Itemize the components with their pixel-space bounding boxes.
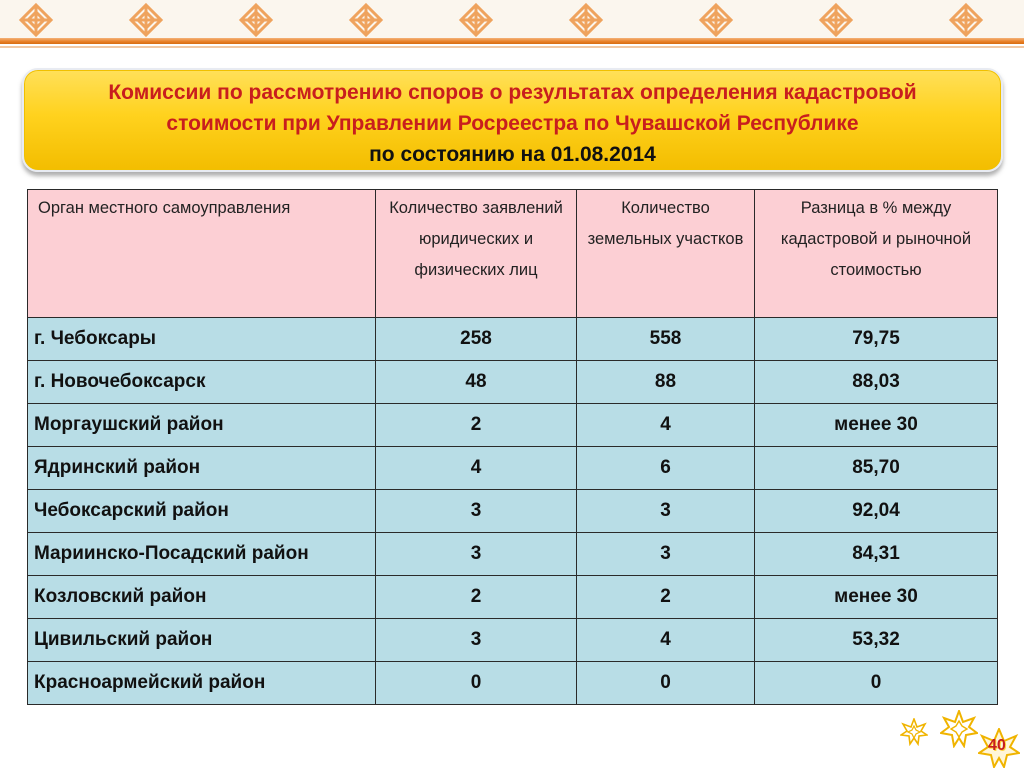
cell-applications: 2 xyxy=(376,404,577,447)
cell-difference: 84,31 xyxy=(755,533,998,576)
cell-municipality: Цивильский район xyxy=(28,619,376,662)
cell-municipality: Моргаушский район xyxy=(28,404,376,447)
cell-difference: 53,32 xyxy=(755,619,998,662)
cell-applications: 258 xyxy=(376,318,577,361)
cell-plots: 4 xyxy=(577,404,755,447)
cell-applications: 48 xyxy=(376,361,577,404)
cell-municipality: Ядринский район xyxy=(28,447,376,490)
chuvash-ornament-icon xyxy=(128,2,164,38)
cell-municipality: г. Чебоксары xyxy=(28,318,376,361)
cell-applications: 2 xyxy=(376,576,577,619)
top-divider xyxy=(0,38,1024,44)
table-row xyxy=(28,490,998,533)
table-row xyxy=(28,533,998,576)
cell-plots: 3 xyxy=(577,490,755,533)
table-row xyxy=(28,404,998,447)
top-divider-thin xyxy=(0,46,1024,48)
header-plots: Количество земельных участков xyxy=(577,190,755,318)
cell-municipality: Козловский район xyxy=(28,576,376,619)
header-applications: Количество заявлений юридических и физических лиц xyxy=(376,190,577,318)
header-municipality: Орган местного самоуправления xyxy=(28,190,376,318)
cell-plots: 2 xyxy=(577,576,755,619)
title-line-2: стоимости при Управлении Росреестра по Чувашской Республике xyxy=(166,112,859,135)
chuvash-ornament-icon xyxy=(348,2,384,38)
chuvash-star-icon xyxy=(940,710,978,748)
header-difference: Разница в % между кадастровой и рыночной стоимостью xyxy=(755,190,998,318)
cell-difference: менее 30 xyxy=(755,404,998,447)
cell-difference: 0 xyxy=(755,662,998,705)
table-row xyxy=(28,576,998,619)
title-line-1: Комиссии по рассмотрению споров о результатах определения кадастровой xyxy=(108,81,917,104)
chuvash-star-icon xyxy=(900,718,928,746)
cell-plots: 6 xyxy=(577,447,755,490)
cell-municipality: г. Новочебоксарск xyxy=(28,361,376,404)
cell-municipality: Красноармейский район xyxy=(28,662,376,705)
cell-applications: 3 xyxy=(376,619,577,662)
table-row xyxy=(28,318,998,361)
cell-difference: менее 30 xyxy=(755,576,998,619)
cell-municipality: Мариинско-Посадский район xyxy=(28,533,376,576)
cell-plots: 4 xyxy=(577,619,755,662)
cell-plots: 558 xyxy=(577,318,755,361)
cell-applications: 3 xyxy=(376,533,577,576)
chuvash-ornament-icon xyxy=(948,2,984,38)
page-number: 40 xyxy=(988,737,1006,754)
cell-applications: 0 xyxy=(376,662,577,705)
cell-difference: 79,75 xyxy=(755,318,998,361)
cell-difference: 88,03 xyxy=(755,361,998,404)
chuvash-ornament-icon xyxy=(18,2,54,38)
chuvash-ornament-icon xyxy=(698,2,734,38)
cell-plots: 88 xyxy=(577,361,755,404)
table-row xyxy=(28,662,998,705)
commissions-table xyxy=(27,189,998,705)
cell-municipality: Чебоксарский район xyxy=(28,490,376,533)
chuvash-ornament-icon xyxy=(818,2,854,38)
cell-applications: 4 xyxy=(376,447,577,490)
chuvash-ornament-icon xyxy=(458,2,494,38)
chuvash-ornament-icon xyxy=(238,2,274,38)
table-row xyxy=(28,619,998,662)
cell-difference: 92,04 xyxy=(755,490,998,533)
ornament-band xyxy=(0,0,1024,38)
table-row xyxy=(28,361,998,404)
cell-plots: 0 xyxy=(577,662,755,705)
title-box xyxy=(22,68,1003,172)
table-row xyxy=(28,447,998,490)
cell-applications: 3 xyxy=(376,490,577,533)
table-header-row xyxy=(28,190,998,318)
title-date: по состоянию на 01.08.2014 xyxy=(369,143,656,166)
chuvash-ornament-icon xyxy=(568,2,604,38)
cell-difference: 85,70 xyxy=(755,447,998,490)
cell-plots: 3 xyxy=(577,533,755,576)
